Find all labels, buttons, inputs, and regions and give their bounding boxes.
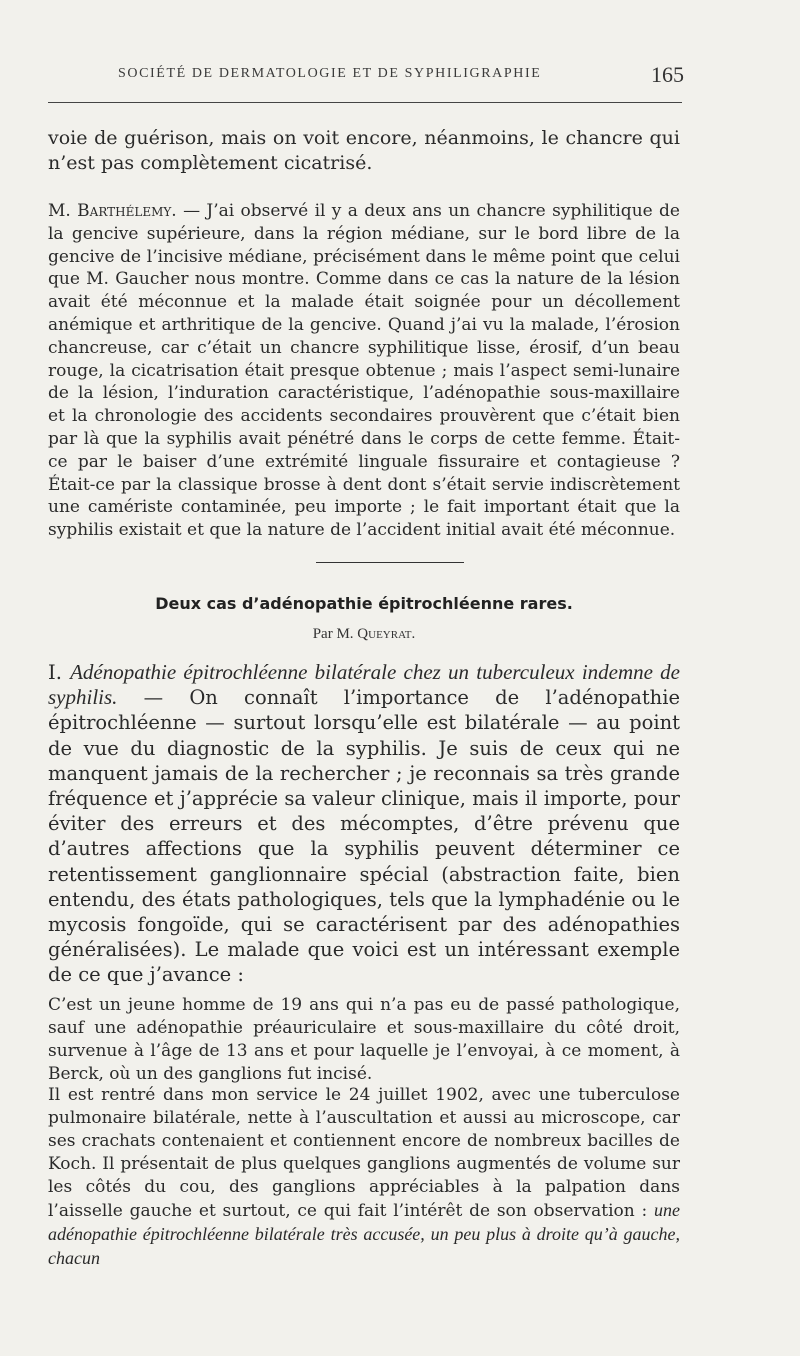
- case-numeral: I.: [48, 661, 71, 684]
- section-title: Deux cas d’adénopathie épitrochléenne rares.: [155, 594, 573, 613]
- page-header: [48, 62, 684, 92]
- header-rule: [48, 102, 682, 103]
- byline: [48, 626, 680, 643]
- byline-prefix: Par M.: [312, 626, 358, 642]
- paragraph-barthelemy-text: — J’ai observé il y a deux ans un chancre syphilitique de la gencive supérieure, dans la région médiane, sur le bord libre de la gencive de l’incisive médiane, précisément dans le même point que celui que M. Gaucher nous montre. Comme dans ce cas la nature de la lésion avait été méconnue et la malade était soignée pour un décollement anémique et arthritique de la gencive. Quand j’ai vu la malade, l’érosion chancreuse, car c’était un chancre syphilitique lisse, érosif, d’un beau rouge, la cicatrisation était presque obtenue ; mais l’aspect semi-lunaire de la lésion, l’induration caractéristique, l’adénopathie sous-maxillaire et la chronologie des accidents secondaires prouvèrent que c’était bien par là que la syphilis avait pénétré dans le corps de cette femme. Était-ce par le baiser d’une extrémité linguale fissuraire et contagieuse ? Était-ce par la classique brosse à dent dont s’était servie indiscrètement une camériste contaminée, peu importe ; le fait important était que la syphilis existait et que la nature de l’accident initial avait été méconnue.: [48, 201, 680, 541]
- paragraph-case-intro: [48, 660, 680, 988]
- byline-author: Queyrat.: [357, 626, 416, 642]
- paragraph-history: C’est un jeune homme de 19 ans qui n’a pas eu de passé pathologique, sauf une adénopathie préauriculaire et sous-maxillaire du côté droit, survenue à l’âge de 13 ans et pour laquelle je l’envoyai, à ce moment, à Berck, où un des ganglions fut incisé.: [48, 995, 680, 1084]
- paragraph-admission: [48, 1084, 680, 1271]
- paragraph-continuation: voie de guérison, mais on voit encore, néanmoins, le chancre qui n’est pas complètement cicatrisé.: [48, 127, 680, 174]
- speaker-name: M. Barthélemy.: [48, 201, 177, 221]
- case-title: Adénopathie épitrochléenne bilatérale chez un tuberculeux indemne de syphilis.: [48, 660, 680, 710]
- paragraph-barthelemy: [48, 200, 680, 542]
- paragraph-admission-italic: une adénopathie épitrochléenne bilatérale très accusée, un peu plus à droite qu’à gauche, chacun: [48, 1200, 680, 1268]
- page-number: 165: [651, 62, 684, 87]
- section-divider: [316, 562, 464, 563]
- case-intro-text: — On connaît l’importance de l’adénopathie épitrochléenne — surtout lorsqu’elle est bilatérale — au point de vue du diagnostic de la syphilis. Je suis de ceux qui ne manquent jamais de la rechercher ; je reconnais sa très grande fréquence et j’apprécie sa valeur clinique, mais il importe, pour éviter des erreurs et des mécomptes, d’être prévenu que d’autres affections que la syphilis peuvent déterminer ce retentissement ganglionnaire spécial (abstraction faite, bien entendu, des états pathologiques, tels que la lymphadénie ou le mycosis fongoïde, qui se caractérisent par des adénopathies généralisées). Le malade que voici est un intéressant exemple de ce que j’avance :: [48, 686, 680, 987]
- running-title: SOCIÉTÉ DE DERMATOLOGIE ET DE SYPHILIGRAPHIE: [118, 66, 542, 81]
- paragraph-admission-text: Il est rentré dans mon service le 24 juillet 1902, avec une tuberculose pulmonaire bilatérale, nette à l’auscultation et aussi au microscope, car ses crachats contenaient et contiennent encore de nombreux bacilles de Koch. Il présentait de plus quelques ganglions augmentés de volume sur les côtés du cou, des ganglions appréciables à la palpation dans l’aisselle gauche et surtout, ce qui fait l’intérêt de son observation :: [48, 1085, 680, 1221]
